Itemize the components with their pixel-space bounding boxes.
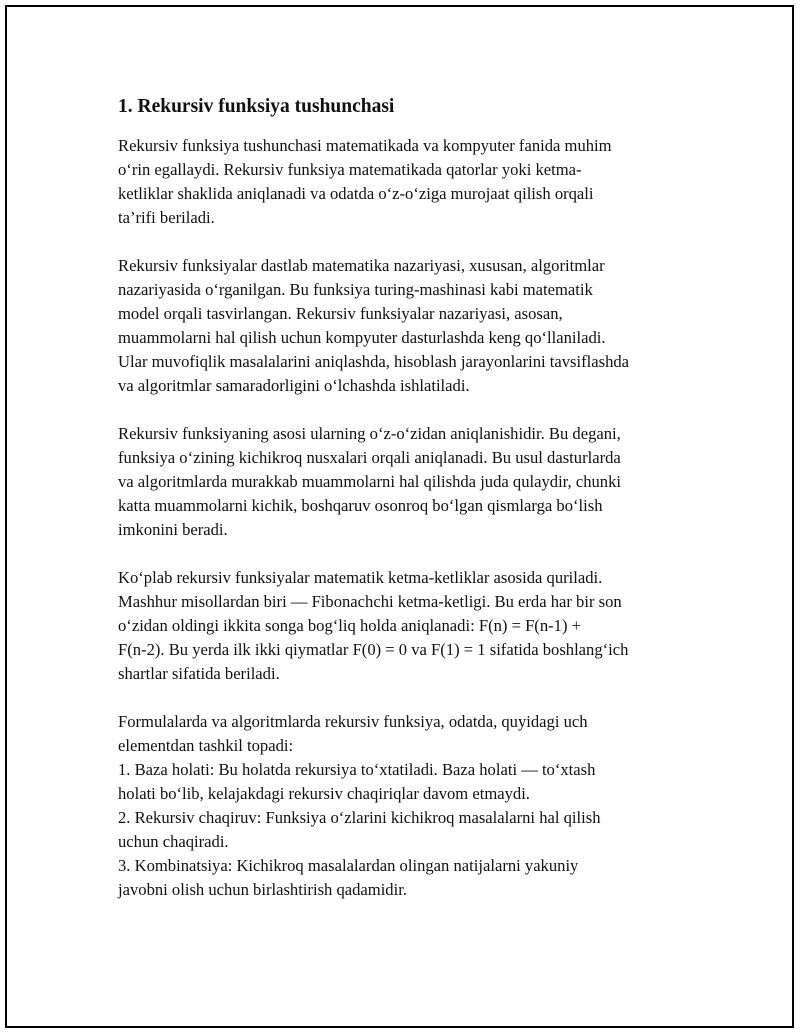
text-line: ta’rifi beriladi. xyxy=(118,208,215,227)
text-line: holati bo‘lib, kelajakdagi rekursiv chaqiriqlar davom etmaydi. xyxy=(118,784,530,803)
text-line: F(n-2). Bu yerda ilk ikki qiymatlar F(0) = 0 va F(1) = 1 sifatida boshlang‘ich xyxy=(118,640,629,659)
list-item-recursive-call: 2. Rekursiv chaqiruv: Funksiya o‘zlarini kichikroq masalalarni hal qilish xyxy=(118,808,601,827)
text-line: ketliklar shaklida aniqlanadi va odatda o‘z-o‘ziga murojaat qilish orqali xyxy=(118,184,594,203)
text-line: elementdan tashkil topadi: xyxy=(118,736,294,755)
list-item-base-case: 1. Baza holati: Bu holatda rekursiya to‘xtatiladi. Baza holati — to‘xtash xyxy=(118,760,596,779)
text-line: o‘rin egallaydi. Rekursiv funksiya matematikada qatorlar yoki ketma- xyxy=(118,160,582,179)
paragraph-1 xyxy=(118,134,698,230)
section-heading: 1. Rekursiv funksiya tushunchasi xyxy=(118,96,395,117)
text-line: Rekursiv funksiyaning asosi ularning o‘z-o‘zidan aniqlanishidir. Bu degani, xyxy=(118,424,621,443)
text-line: nazariyasida o‘rganilgan. Bu funksiya turing-mashinasi kabi matematik xyxy=(118,280,593,299)
text-line: Mashhur misollardan biri — Fibonachchi ketma-ketligi. Bu erda har bir son xyxy=(118,592,622,611)
text-line: muammolarni hal qilish uchun kompyuter dasturlashda keng qo‘llaniladi. xyxy=(118,328,606,347)
text-line: uchun chaqiradi. xyxy=(118,832,229,851)
paragraph-2 xyxy=(118,254,698,398)
text-line: va algoritmlarda murakkab muammolarni hal qilishda juda qulaydir, chunki xyxy=(118,472,622,491)
text-line: javobni olish uchun birlashtirish qadamidir. xyxy=(118,880,407,899)
text-line: funksiya o‘zining kichikroq nusxalari orqali aniqlanadi. Bu usul dasturlarda xyxy=(118,448,621,467)
paragraph-5 xyxy=(118,710,698,902)
list-item-combination: 3. Kombinatsiya: Kichikroq masalalardan olingan natijalarni yakuniy xyxy=(118,856,579,875)
text-line: Ko‘plab rekursiv funksiyalar matematik ketma-ketliklar asosida quriladi. xyxy=(118,568,603,587)
text-line: imkonini beradi. xyxy=(118,520,228,539)
document-body xyxy=(118,94,698,926)
paragraph-3 xyxy=(118,422,698,542)
text-line: va algoritmlar samaradorligini o‘lchashda ishlatiladi. xyxy=(118,376,470,395)
text-line: o‘zidan oldingi ikkita songa bog‘liq holda aniqlanadi: F(n) = F(n-1) + xyxy=(118,616,581,635)
text-line: model orqali tasvirlangan. Rekursiv funksiyalar nazariyasi, asosan, xyxy=(118,304,563,323)
paragraph-4 xyxy=(118,566,698,686)
text-line: Formulalarda va algoritmlarda rekursiv funksiya, odatda, quyidagi uch xyxy=(118,712,588,731)
text-line: katta muammolarni kichik, boshqaruv osonroq bo‘lgan qismlarga bo‘lish xyxy=(118,496,603,515)
text-line: Rekursiv funksiyalar dastlab matematika nazariyasi, xususan, algoritmlar xyxy=(118,256,605,275)
text-line: Rekursiv funksiya tushunchasi matematikada va kompyuter fanida muhim xyxy=(118,136,612,155)
text-line: Ular muvofiqlik masalalarini aniqlashda, hisoblash jarayonlarini tavsiflashda xyxy=(118,352,630,371)
text-line: shartlar sifatida beriladi. xyxy=(118,664,280,683)
